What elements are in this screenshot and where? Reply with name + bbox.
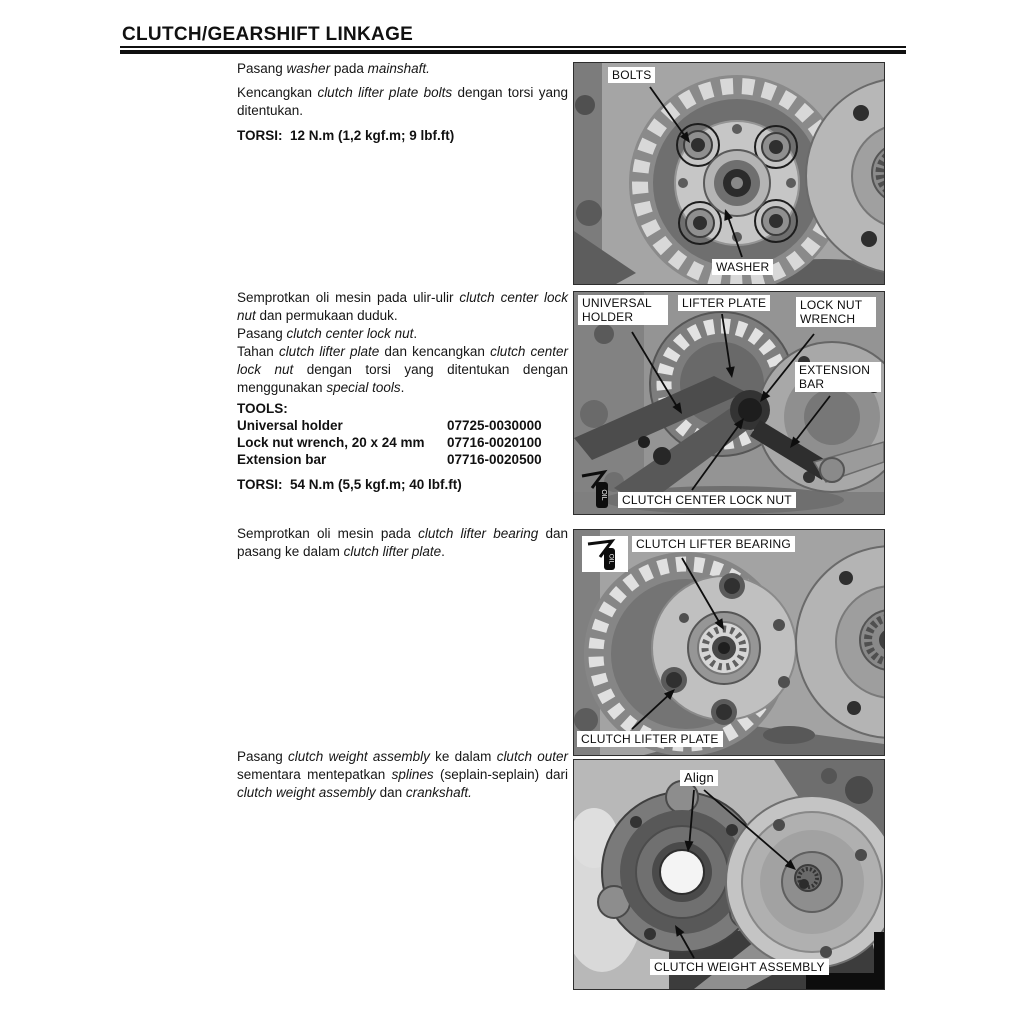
photo-illustration [574,530,884,755]
oil-icon [582,536,628,572]
label-clutch-lifter-bearing: CLUTCH LIFTER BEARING [632,536,795,552]
instruction-block-2 [237,289,568,397]
label-washer: WASHER [712,259,773,275]
figure-clutch-lifter-bearing [573,529,885,756]
tool-row [237,451,568,468]
label-lifter-plate: LIFTER PLATE [678,295,770,311]
tool-number: 07716-0020500 [447,452,542,467]
paragraph: Semprotkan oli mesin pada clutch lifter bearing dan pasang ke dalam clutch lifter plate. [237,526,568,559]
torque-spec-2: TORSI: 54 N.m (5,5 kgf.m; 40 lbf.ft) [237,477,462,492]
svg-text:OIL: OIL [600,489,607,501]
paragraph: Pasang clutch weight assembly ke dalam clutch outer sementara mentepatkan splines (seplain-seplain) dari clutch weight assembly dan crankshaft. [237,749,568,800]
paragraph: Semprotkan oli mesin pada ulir-ulir clutch center lock nut dan permukaan duduk. [237,290,569,323]
instruction-block-3 [237,525,568,561]
photo-illustration [574,63,884,284]
page-title: CLUTCH/GEARSHIFT LINKAGE [122,24,414,45]
tool-row [237,434,568,451]
paragraph: Pasang washer pada mainshaft. [237,61,430,76]
label-clutch-center-lock-nut: CLUTCH CENTER LOCK NUT [618,492,796,508]
tool-name: Lock nut wrench, 20 x 24 mm [237,435,425,450]
instruction-block-4 [237,748,568,802]
photo-illustration [574,760,884,989]
tool-number: 07716-0020100 [447,435,542,450]
paragraph: Pasang clutch center lock nut. [237,326,418,341]
title-rule-thick [120,50,906,54]
label-bolts: BOLTS [608,67,655,83]
label-clutch-lifter-plate: CLUTCH LIFTER PLATE [577,731,723,747]
figure-clutch-weight-assembly [573,759,885,990]
figure-clutch-center-lock-nut-tools [573,291,885,515]
tools-list [237,400,568,468]
tool-row [237,417,568,434]
figure-lifter-plate-bolts-washer [573,62,885,285]
tool-name: Extension bar [237,452,327,467]
paragraph: Kencangkan clutch lifter plate bolts dengan torsi yang ditentukan. [237,85,569,118]
torque-spec-1: TORSI: 12 N.m (1,2 kgf.m; 9 lbf.ft) [237,128,455,143]
instruction-block-1 [237,60,568,120]
label-universal-holder: UNIVERSAL HOLDER [578,295,668,325]
label-extension-bar: EXTENSION BAR [795,362,881,392]
svg-text:OIL: OIL [607,553,615,565]
label-clutch-weight-assembly: CLUTCH WEIGHT ASSEMBLY [650,959,829,975]
tool-number: 07725-0030000 [447,418,542,433]
label-align: Align [680,770,718,786]
tool-name: Universal holder [237,418,343,433]
paragraph: Tahan clutch lifter plate dan kencangkan clutch center lock nut dengan torsi yang ditentukan dengan menggunakan special tools. [237,344,568,395]
title-rule-thin [120,46,906,48]
tools-heading: TOOLS: [237,401,288,416]
label-lock-nut-wrench: LOCK NUT WRENCH [796,297,876,327]
